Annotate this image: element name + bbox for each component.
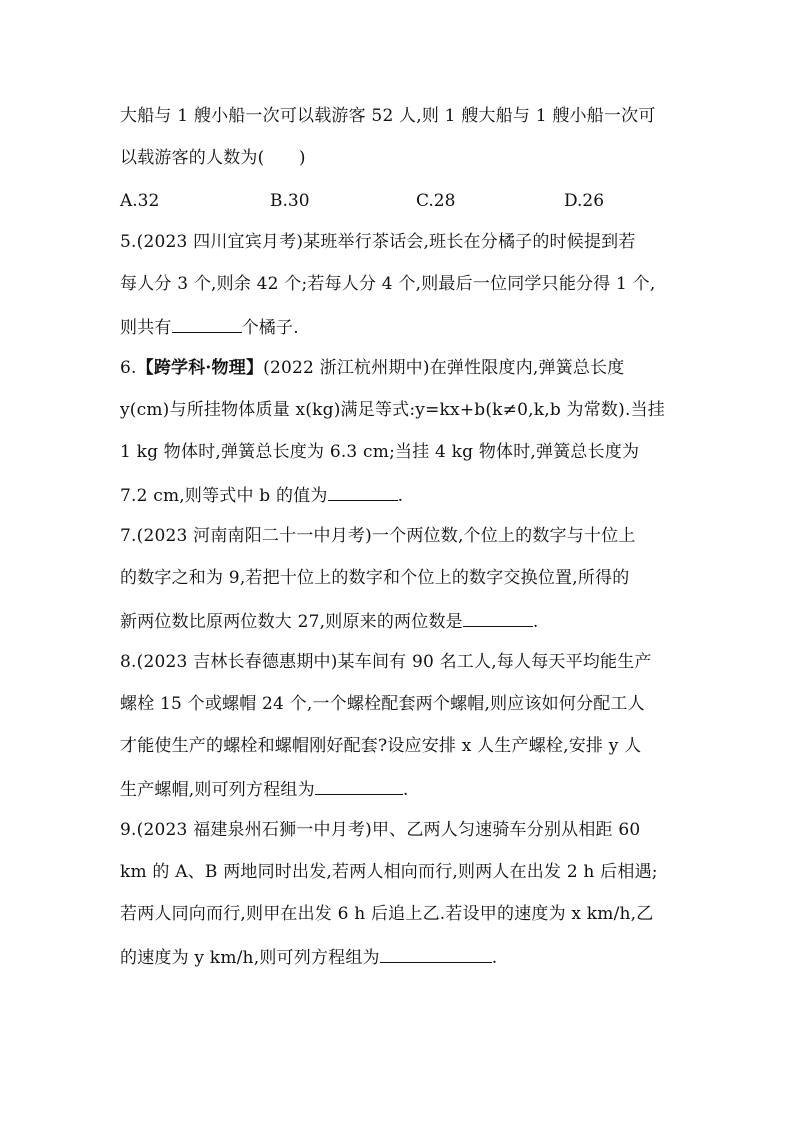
- option-c: C.28: [416, 191, 456, 211]
- q7-line-2: 的数字之和为 9,若把十位上的数字和个位上的数字交换位置,所得的: [120, 568, 630, 588]
- q6-text-before-blank: 7.2 cm,则等式中 b 的值为: [120, 486, 328, 506]
- q5-answer-blank[interactable]: [172, 314, 242, 333]
- q5-text-before-blank: 则共有: [120, 318, 172, 338]
- q6-text-after-blank: .: [397, 486, 404, 506]
- q8-line-4: [120, 776, 408, 802]
- q8-line-2: 螺栓 15 个或螺帽 24 个,一个螺栓配套两个螺帽,则应该如何分配工人: [120, 694, 645, 714]
- q9-line-3: 若两人同向而行,则甲在出发 6 h 后追上乙.若设甲的速度为 x km/h,乙: [120, 904, 654, 924]
- q9-line-1: 9.(2023 福建泉州石狮一中月考)甲、乙两人匀速骑车分别从相距 60: [120, 820, 641, 840]
- q6-line-1: [120, 356, 625, 380]
- q4-line-2: 以载游客的人数为( ): [120, 148, 306, 168]
- q6-answer-blank[interactable]: [328, 482, 398, 501]
- option-d: D.26: [564, 191, 605, 211]
- q9-text-before-blank: 的速度为 y km/h,则可列方程组为: [120, 948, 380, 968]
- q5-line-1: 5.(2023 四川宜宾月考)某班举行茶话会,班长在分橘子的时候提到若: [120, 232, 636, 252]
- option-a: A.32: [120, 191, 160, 211]
- q5-text-after-blank: 个橘子.: [241, 318, 299, 338]
- q8-answer-blank[interactable]: [315, 776, 403, 795]
- q6-line-3: 1 kg 物体时,弹簧总长度为 6.3 cm;当挂 4 kg 物体时,弹簧总长度为: [120, 442, 640, 462]
- option-b: B.30: [270, 191, 310, 211]
- q4-line-1: 大船与 1 艘小船一次可以载游客 52 人,则 1 艘大船与 1 艘小船一次可: [120, 106, 656, 126]
- q9-text-after-blank: .: [491, 948, 498, 968]
- q9-answer-blank[interactable]: [380, 944, 492, 963]
- q6-line-1-rest: (2022 浙江杭州期中)在弹性限度内,弹簧总长度: [263, 358, 625, 378]
- q6-line-4: [120, 482, 403, 508]
- q8-text-before-blank: 生产螺帽,则可列方程组为: [120, 780, 315, 800]
- q5-line-3: [120, 314, 299, 340]
- q6-line-2: y(cm)与所挂物体质量 x(kg)满足等式:y=kx+b(k≠0,k,b 为常数).当挂: [120, 400, 665, 420]
- q7-line-3: [120, 608, 538, 634]
- q8-text-after-blank: .: [402, 780, 409, 800]
- q9-line-2: km 的 A、B 两地同时出发,若两人相向而行,则两人在出发 2 h 后相遇;: [120, 862, 658, 882]
- q7-text-before-blank: 新两位数比原两位数大 27,则原来的两位数是: [120, 612, 463, 632]
- q5-line-2: 每人分 3 个,则余 42 个;若每人分 4 个,则最后一位同学只能分得 1 个,: [120, 274, 656, 294]
- q8-line-1: 8.(2023 吉林长春德惠期中)某车间有 90 名工人,每人每天平均能生产: [120, 652, 652, 672]
- q7-line-1: 7.(2023 河南南阳二十一中月考)一个两位数,个位上的数字与十位上: [120, 526, 636, 546]
- q7-answer-blank[interactable]: [463, 608, 533, 627]
- q4-options: [120, 189, 640, 213]
- q6-subject-tag: 【跨学科·物理】: [136, 358, 264, 378]
- q7-text-after-blank: .: [532, 612, 539, 632]
- q6-number: 6.: [120, 358, 137, 378]
- q8-line-3: 才能使生产的螺栓和螺帽刚好配套?设应安排 x 人生产螺栓,安排 y 人: [120, 736, 642, 756]
- q9-line-4: [120, 944, 497, 970]
